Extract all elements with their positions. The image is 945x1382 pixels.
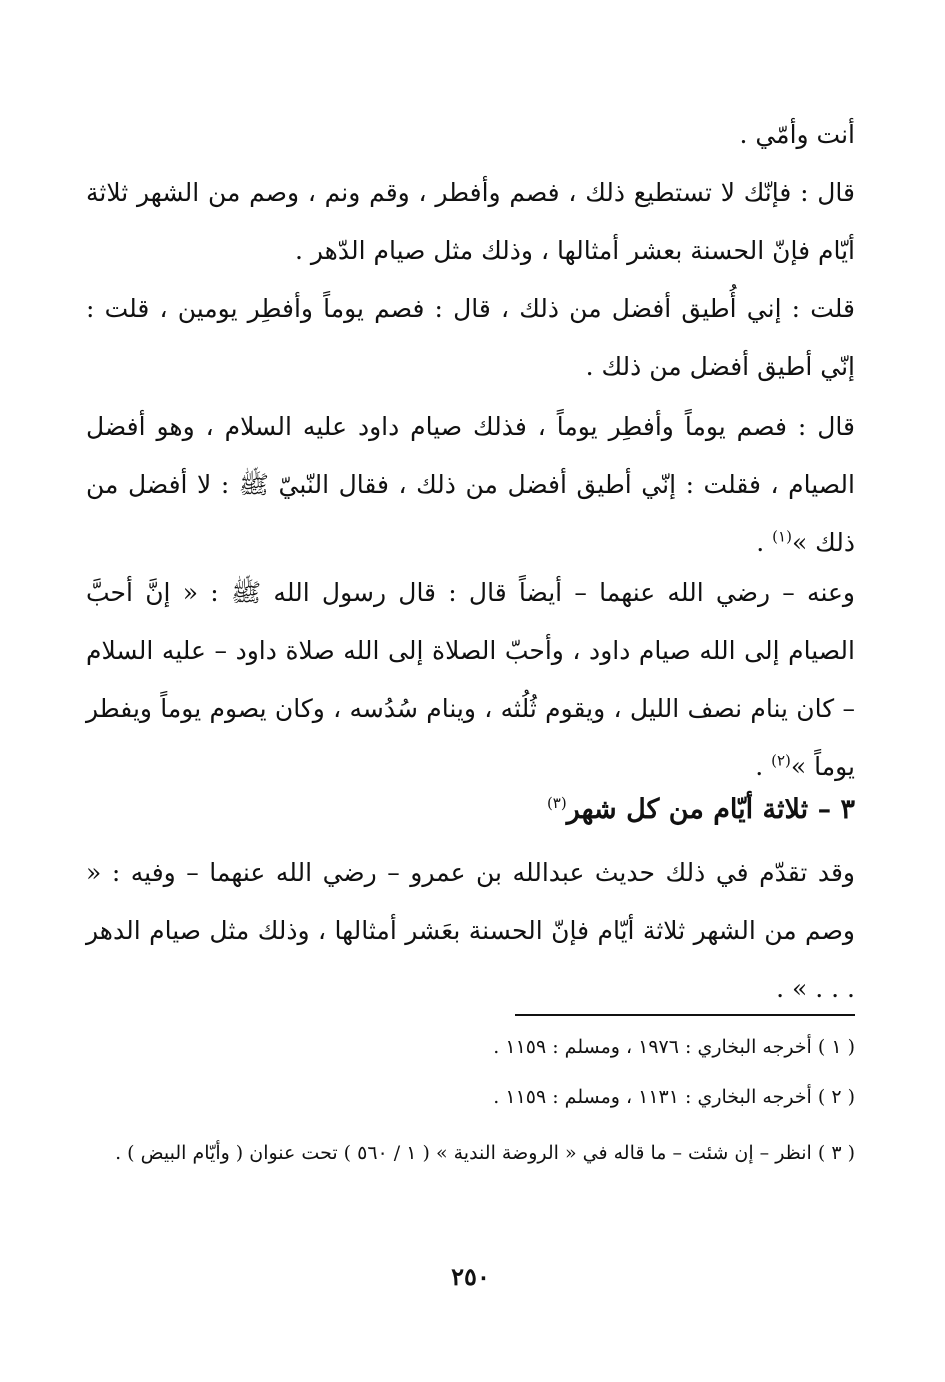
paragraph-1: أنت وأمّي . <box>739 120 855 149</box>
paragraph-2: قال : فإنّك لا تستطيع ذلك ، فصم وأفطر ، وقم ونم ، وصم من الشهر ثلاثة أيّام فإنّ الحسنة بعشر أمثالها ، وذلك مثل صيام الدّهر . <box>86 178 855 265</box>
paragraph-4: قال : فصم يوماً وأفطِر يوماً ، فذلك صيام داود عليه السلام ، وهو أفضل الصيام ، فقلت : إنّي أطيق أفضل من ذلك ، فقال النّبيّ ﷺ : لا أفضل من ذلك »$^{(١)}$ . <box>86 412 855 557</box>
paragraph-5: وعنه – رضي الله عنهما – أيضاً قال : قال رسول الله ﷺ : « إنَّ أحبَّ الصيام إلى الله صيام داود ، وأحبّ الصلاة إلى الله صلاة داود – عليه السلام – كان ينام نصف الليل ، ويقوم ثُلُثه ، وينام سُدُسه ، وكان يصوم يوماً ويفطر يوماً »$^{(٢)}$ . <box>86 578 855 781</box>
footnote-ref-2: (٢) <box>771 751 791 770</box>
paragraph-6: وقد تقدّم في ذلك حديث عبدالله بن عمرو – رضي الله عنهما – وفيه : « وصم من الشهر ثلاثة أيّام فإنّ الحسنة بعَشر أمثالها ، وذلك مثل صيام الدهر . . . » . <box>86 858 855 1003</box>
footnote-ref-1: (١) <box>772 527 792 546</box>
footnote-3: ( ٣ ) انظر – إن شئت – ما قاله في « الروضة الندية » ( ١ / ٥٦٠ ) تحت عنوان ( وأيّام البيض ) . <box>115 1142 855 1164</box>
footnote-2: ( ٢ ) أخرجه البخاري : ١١٣١ ، ومسلم : ١١٥٩ . <box>493 1086 855 1108</box>
page-number: ٢٥٠ <box>451 1262 490 1291</box>
book-page <box>86 0 855 1382</box>
footnote-separator <box>515 1014 855 1016</box>
footnote-1: ( ١ ) أخرجه البخاري : ١٩٧٦ ، ومسلم : ١١٥٩ . <box>493 1036 855 1058</box>
paragraph-3: قلت : إني أُطيق أفضل من ذلك ، قال : فصم يوماً وأفطِر يومين ، قلت : إنّي أطيق أفضل من ذلك . <box>86 294 855 381</box>
footnote-ref-3: (٣) <box>546 794 567 812</box>
section-heading: ٣ – ثلاثة أيّام من كل شهر$^{(٣)}$ <box>546 794 855 825</box>
